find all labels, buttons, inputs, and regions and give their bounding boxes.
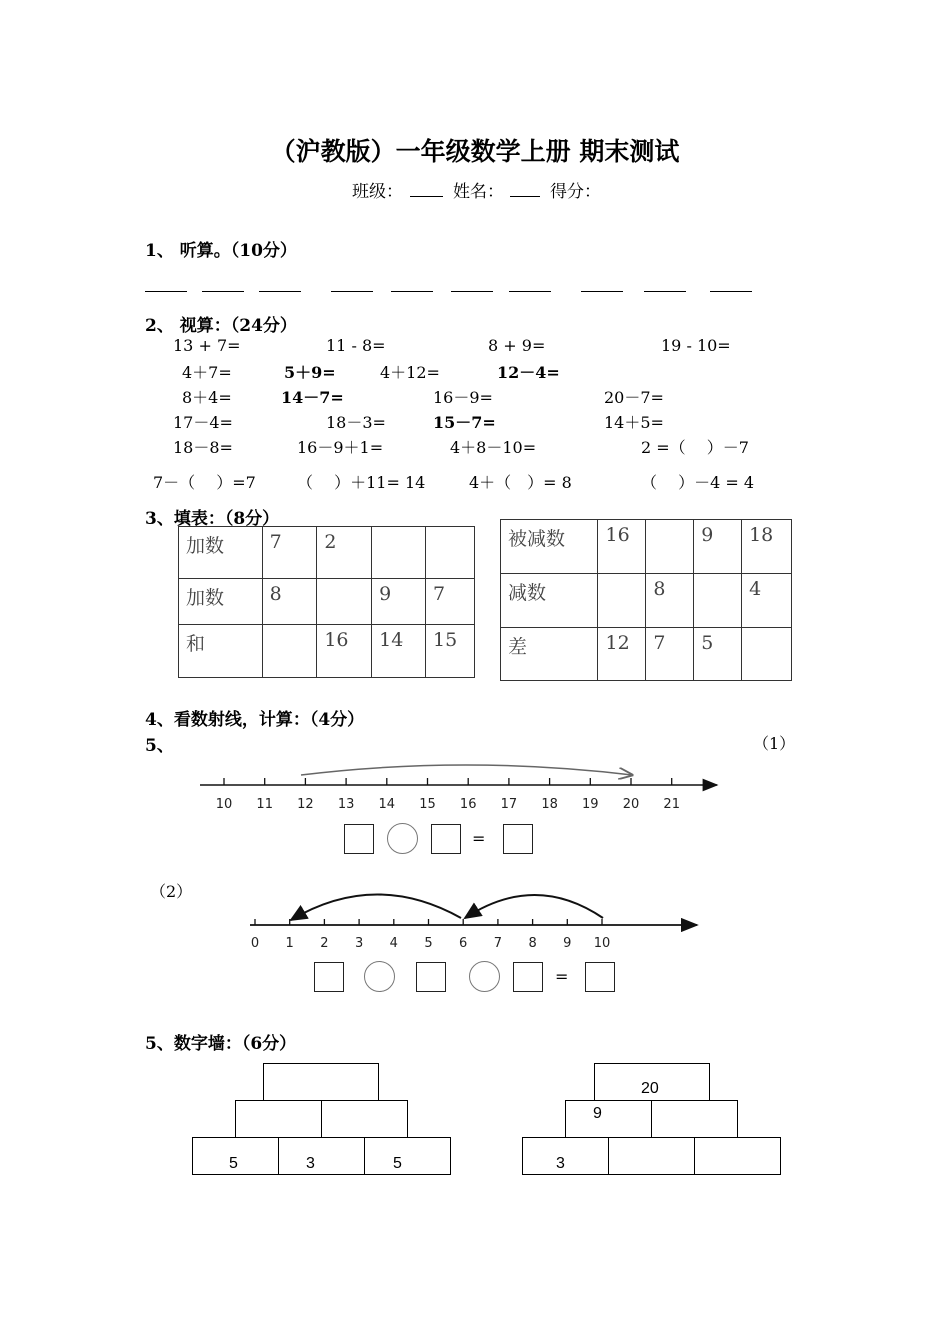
tick-label: 17 [500,797,518,812]
tick-label: 16 [459,797,477,812]
answer-blank[interactable] [710,291,752,292]
subtraction-table [500,519,792,681]
section-2-heading: 2、 视算：（24分） [145,316,297,336]
class-blank[interactable] [410,196,443,197]
number-line-2 [245,880,710,960]
calc-problem: 8＋4= [182,388,232,407]
calc-problem: 11 - 8= [326,336,386,355]
tick-label: 0 [250,936,260,951]
operator-circle[interactable] [364,961,395,992]
table-cell: 18 [742,520,792,574]
tick-label: 4 [389,936,398,951]
wall-brick[interactable] [608,1137,695,1175]
calc-problem: 16－9＋1= [297,438,384,457]
calc-problem: 13 + 7= [173,336,241,355]
table-cell: 12 [598,628,646,681]
table-row [501,628,792,681]
wall-brick[interactable] [321,1100,408,1138]
answer-box[interactable] [344,824,374,854]
calc-problem: 14－7= [281,388,344,407]
addition-table [178,526,475,678]
calc-problem: 12－4= [497,363,560,382]
wall-brick: 3 [278,1137,365,1175]
table-cell: 被减数 [501,520,598,574]
wall-brick: 5 [364,1137,451,1175]
part-2-label: （2） [150,882,193,901]
tick-label: 7 [493,936,503,951]
table-cell: 7 [426,579,475,625]
wall-brick: 9 [565,1100,652,1138]
equals-sign: = [555,967,569,986]
table-cell: 14 [372,625,426,678]
table-cell[interactable] [262,625,317,678]
tick-label: 10 [593,936,611,951]
tick-label: 20 [622,797,640,812]
table-cell: 7 [646,628,694,681]
table-cell: 7 [262,527,317,579]
operator-circle[interactable] [469,961,500,992]
answer-box[interactable] [416,962,446,992]
calc-problem: 8 + 9= [488,336,546,355]
table-cell: 9 [694,520,742,574]
answer-box[interactable] [431,824,461,854]
table-cell: 8 [646,574,694,628]
table-cell[interactable] [317,579,372,625]
answer-blank[interactable] [451,291,493,292]
table-cell[interactable] [598,574,646,628]
wall-brick: 5 [192,1137,279,1175]
tick-label: 15 [419,797,436,812]
calc-problem: 4＋7= [182,363,232,382]
table-cell: 加数 [179,579,263,625]
section-5-number-label: 5、 [145,736,174,756]
table-cell[interactable] [694,574,742,628]
calc-problem: 5＋9= [284,363,336,382]
calc-problem: 4＋8－10= [450,438,537,457]
table-cell: 8 [262,579,317,625]
table-cell: 5 [694,628,742,681]
table-cell: 差 [501,628,598,681]
tick-label: 14 [378,797,396,812]
calc-problem: 7－（ ）=7 [153,473,256,492]
table-cell: 和 [179,625,263,678]
table-cell: 加数 [179,527,263,579]
calc-problem: （ ）－4 = 4 [641,473,755,492]
tick-label: 12 [297,797,314,812]
answer-blank[interactable] [391,291,433,292]
table-cell: 16 [317,625,372,678]
name-blank[interactable] [510,196,540,197]
answer-blank[interactable] [202,291,244,292]
tick-label: 2 [320,936,329,951]
section-6-heading: 5、数字墙：（6分） [145,1034,297,1054]
class-label: 班级： [352,182,403,202]
table-cell: 2 [317,527,372,579]
tick-label: 13 [337,797,355,812]
wall-brick: 20 [594,1063,710,1101]
table-row [179,527,475,579]
table-cell: 9 [372,579,426,625]
table-row [501,574,792,628]
wall-brick[interactable] [694,1137,781,1175]
page-title: （沪教版）一年级数学上册 期末测试 [270,137,680,166]
calc-problem: 15－7= [433,413,496,432]
calc-problem: 16－9= [433,388,493,407]
calc-problem: 14＋5= [604,413,664,432]
table-cell: 减数 [501,574,598,628]
section-1-heading: 1、 听算。（10分） [145,241,297,261]
equals-sign: = [472,829,486,848]
table-cell[interactable] [426,527,475,579]
answer-blank[interactable] [509,291,551,292]
tick-label: 21 [663,797,680,812]
part-1-label: （1） [753,734,796,753]
jump-arc [301,765,632,775]
name-label: 姓名： [453,182,504,202]
tick-label: 10 [215,797,233,812]
answer-box[interactable] [513,962,543,992]
calc-problem: 4＋12= [380,363,440,382]
number-line-1 [195,755,735,815]
answer-box[interactable] [503,824,533,854]
section-4-heading: 4、看数射线，计算：（4分） [145,710,365,730]
tick-label: 18 [541,797,558,812]
jump-arc [291,894,461,920]
tick-label: 9 [563,936,572,951]
calc-problem: 18－8= [173,438,233,457]
table-row [179,625,475,678]
tick-label: 6 [459,936,468,951]
calc-problem: 17－4= [173,413,233,432]
tick-label: 1 [285,936,294,951]
answer-blank[interactable] [259,291,301,292]
answer-blank[interactable] [644,291,686,292]
answer-blank[interactable] [331,291,373,292]
answer-box[interactable] [585,962,615,992]
wall-brick[interactable] [235,1100,322,1138]
jump-arc [465,895,603,918]
tick-label: 11 [256,797,273,812]
table-cell: 16 [598,520,646,574]
calc-problem: 18－3= [326,413,386,432]
calc-problem: 20－7= [604,388,664,407]
wall-brick[interactable] [263,1063,379,1101]
wall-brick: 3 [522,1137,609,1175]
calc-problem: （ ）＋11= 14 [297,473,426,492]
answer-blank[interactable] [145,291,187,292]
table-cell[interactable] [372,527,426,579]
calc-problem: 4＋（ ）= 8 [469,473,572,492]
table-row [179,579,475,625]
table-cell[interactable] [742,628,792,681]
calc-problem: 19 - 10= [661,336,731,355]
calc-problem: 2 =（ ）－7 [641,438,749,457]
tick-label: 8 [528,936,537,951]
answer-box[interactable] [314,962,344,992]
operator-circle[interactable] [387,823,418,854]
tick-label: 19 [582,797,599,812]
table-cell: 15 [426,625,475,678]
section-3-heading: 3、填表：（8分） [145,509,280,529]
wall-brick[interactable] [651,1100,738,1138]
table-cell[interactable] [646,520,694,574]
table-row [501,520,792,574]
answer-blank[interactable] [581,291,623,292]
score-label: 得分： [550,182,601,202]
tick-label: 3 [354,936,364,951]
table-cell: 4 [742,574,792,628]
tick-label: 5 [424,936,433,951]
